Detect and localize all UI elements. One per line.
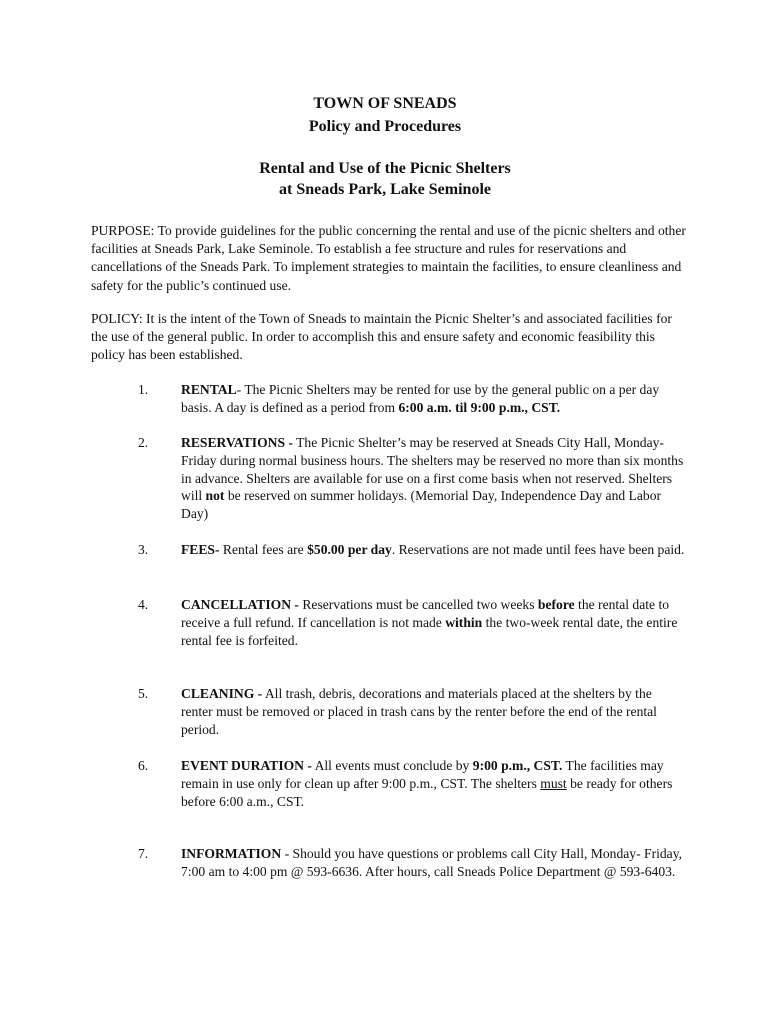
document-title-line2: at Sneads Park, Lake Seminole <box>278 181 491 198</box>
list-item-number: 3. <box>138 542 149 557</box>
list-item-body <box>181 434 686 523</box>
item-text: . Reservations are not made until fees have been paid. <box>391 542 685 557</box>
list-item-body <box>181 541 686 559</box>
item-text: - Should you have questions or problems call City Hall, Monday- Friday, 7:00 am to 4:00 pm @ 593-6636. After hours, call Sneads Police Department @ 593-6403. <box>181 846 683 879</box>
item-bold-text: $50.00 per day <box>307 542 392 557</box>
item-text: the rental date to receive a full refund. If cancellation is not made <box>181 597 670 630</box>
list-item-body <box>181 757 686 810</box>
list-item-number: 6. <box>138 758 149 773</box>
item-text: The facilities may remain in use only for clean up after 9:00 p.m., CST. The shelters <box>181 758 664 791</box>
item-heading: RESERVATIONS - <box>181 435 293 450</box>
item-heading: RENTAL <box>181 382 237 397</box>
list-item-number: 5. <box>138 686 149 701</box>
item-bold-text: 9:00 p.m., CST. <box>472 758 563 773</box>
item-heading: FEES- <box>181 542 220 557</box>
document-title-line1: Rental and Use of the Picnic Shelters <box>259 160 511 177</box>
item-bold-text: before <box>537 597 575 612</box>
item-heading: CLEANING - <box>181 686 263 701</box>
item-bold-text: 6:00 a.m. til 9:00 p.m., CST. <box>398 399 561 415</box>
item-text: be ready for others before 6:00 a.m., CST. <box>181 775 673 809</box>
item-text: Reservations must be cancelled two weeks <box>298 597 538 612</box>
item-text: the two-week rental date, the entire rental fee is forfeited. <box>181 614 678 648</box>
list-item-body <box>181 596 686 649</box>
item-text: be reserved on summer holidays. (Memorial Day, Independence Day and Labor Day) <box>181 488 662 522</box>
item-text: All events must conclude by <box>311 758 473 773</box>
item-text: - The Picnic Shelters may be rented for use by the general public on a per day basis. A day is defined as a period from <box>181 382 660 415</box>
item-heading: INFORMATION <box>181 846 282 861</box>
list-item-body <box>181 685 686 738</box>
item-text: Rental fees are <box>219 542 308 557</box>
list-item-number: 7. <box>138 846 149 861</box>
purpose-paragraph: PURPOSE: To provide guidelines for the public concerning the rental and use of the picnic shelters and other facilities at Sneads Park, Lake Seminole. To establish a fee structure and rules for reservations and cancellations of the Sneads Park. To implement strategies to maintain the facilities, to ensure cleanliness and safety for the public’s continued use. <box>91 223 686 293</box>
list-item-body <box>181 845 686 881</box>
policy-paragraph: POLICY: It is the intent of the Town of Sneads to maintain the Picnic Shelter’s and associated facilities for the use of the general public. In order to accomplish this and ensure safety and economic feasibility this policy has been established. <box>91 311 672 363</box>
item-text: The Picnic Shelter’s may be reserved at Sneads City Hall, Monday- Friday during normal business hours. The shelters may be reserved no more than six months in advance. Shelters are available for use on a first come basis when not reserved. Shelters will <box>181 435 684 504</box>
policy-subtitle: Policy and Procedures <box>308 118 462 135</box>
item-heading: CANCELLATION - <box>181 597 299 612</box>
list-item-body <box>181 381 686 417</box>
item-bold-text: not <box>205 488 225 504</box>
town-title: TOWN OF SNEADS <box>313 95 457 112</box>
list-item-number: 2. <box>138 435 149 450</box>
item-bold-text: within <box>445 614 483 630</box>
item-text: All trash, debris, decorations and materials placed at the shelters by the renter must be removed or placed in trash cans by the renter before the end of the rental period. <box>181 686 657 737</box>
list-item-number: 1. <box>138 382 149 397</box>
item-underlined-text: must <box>540 775 567 791</box>
item-heading: EVENT DURATION - <box>181 758 312 773</box>
list-item-number: 4. <box>138 597 149 612</box>
